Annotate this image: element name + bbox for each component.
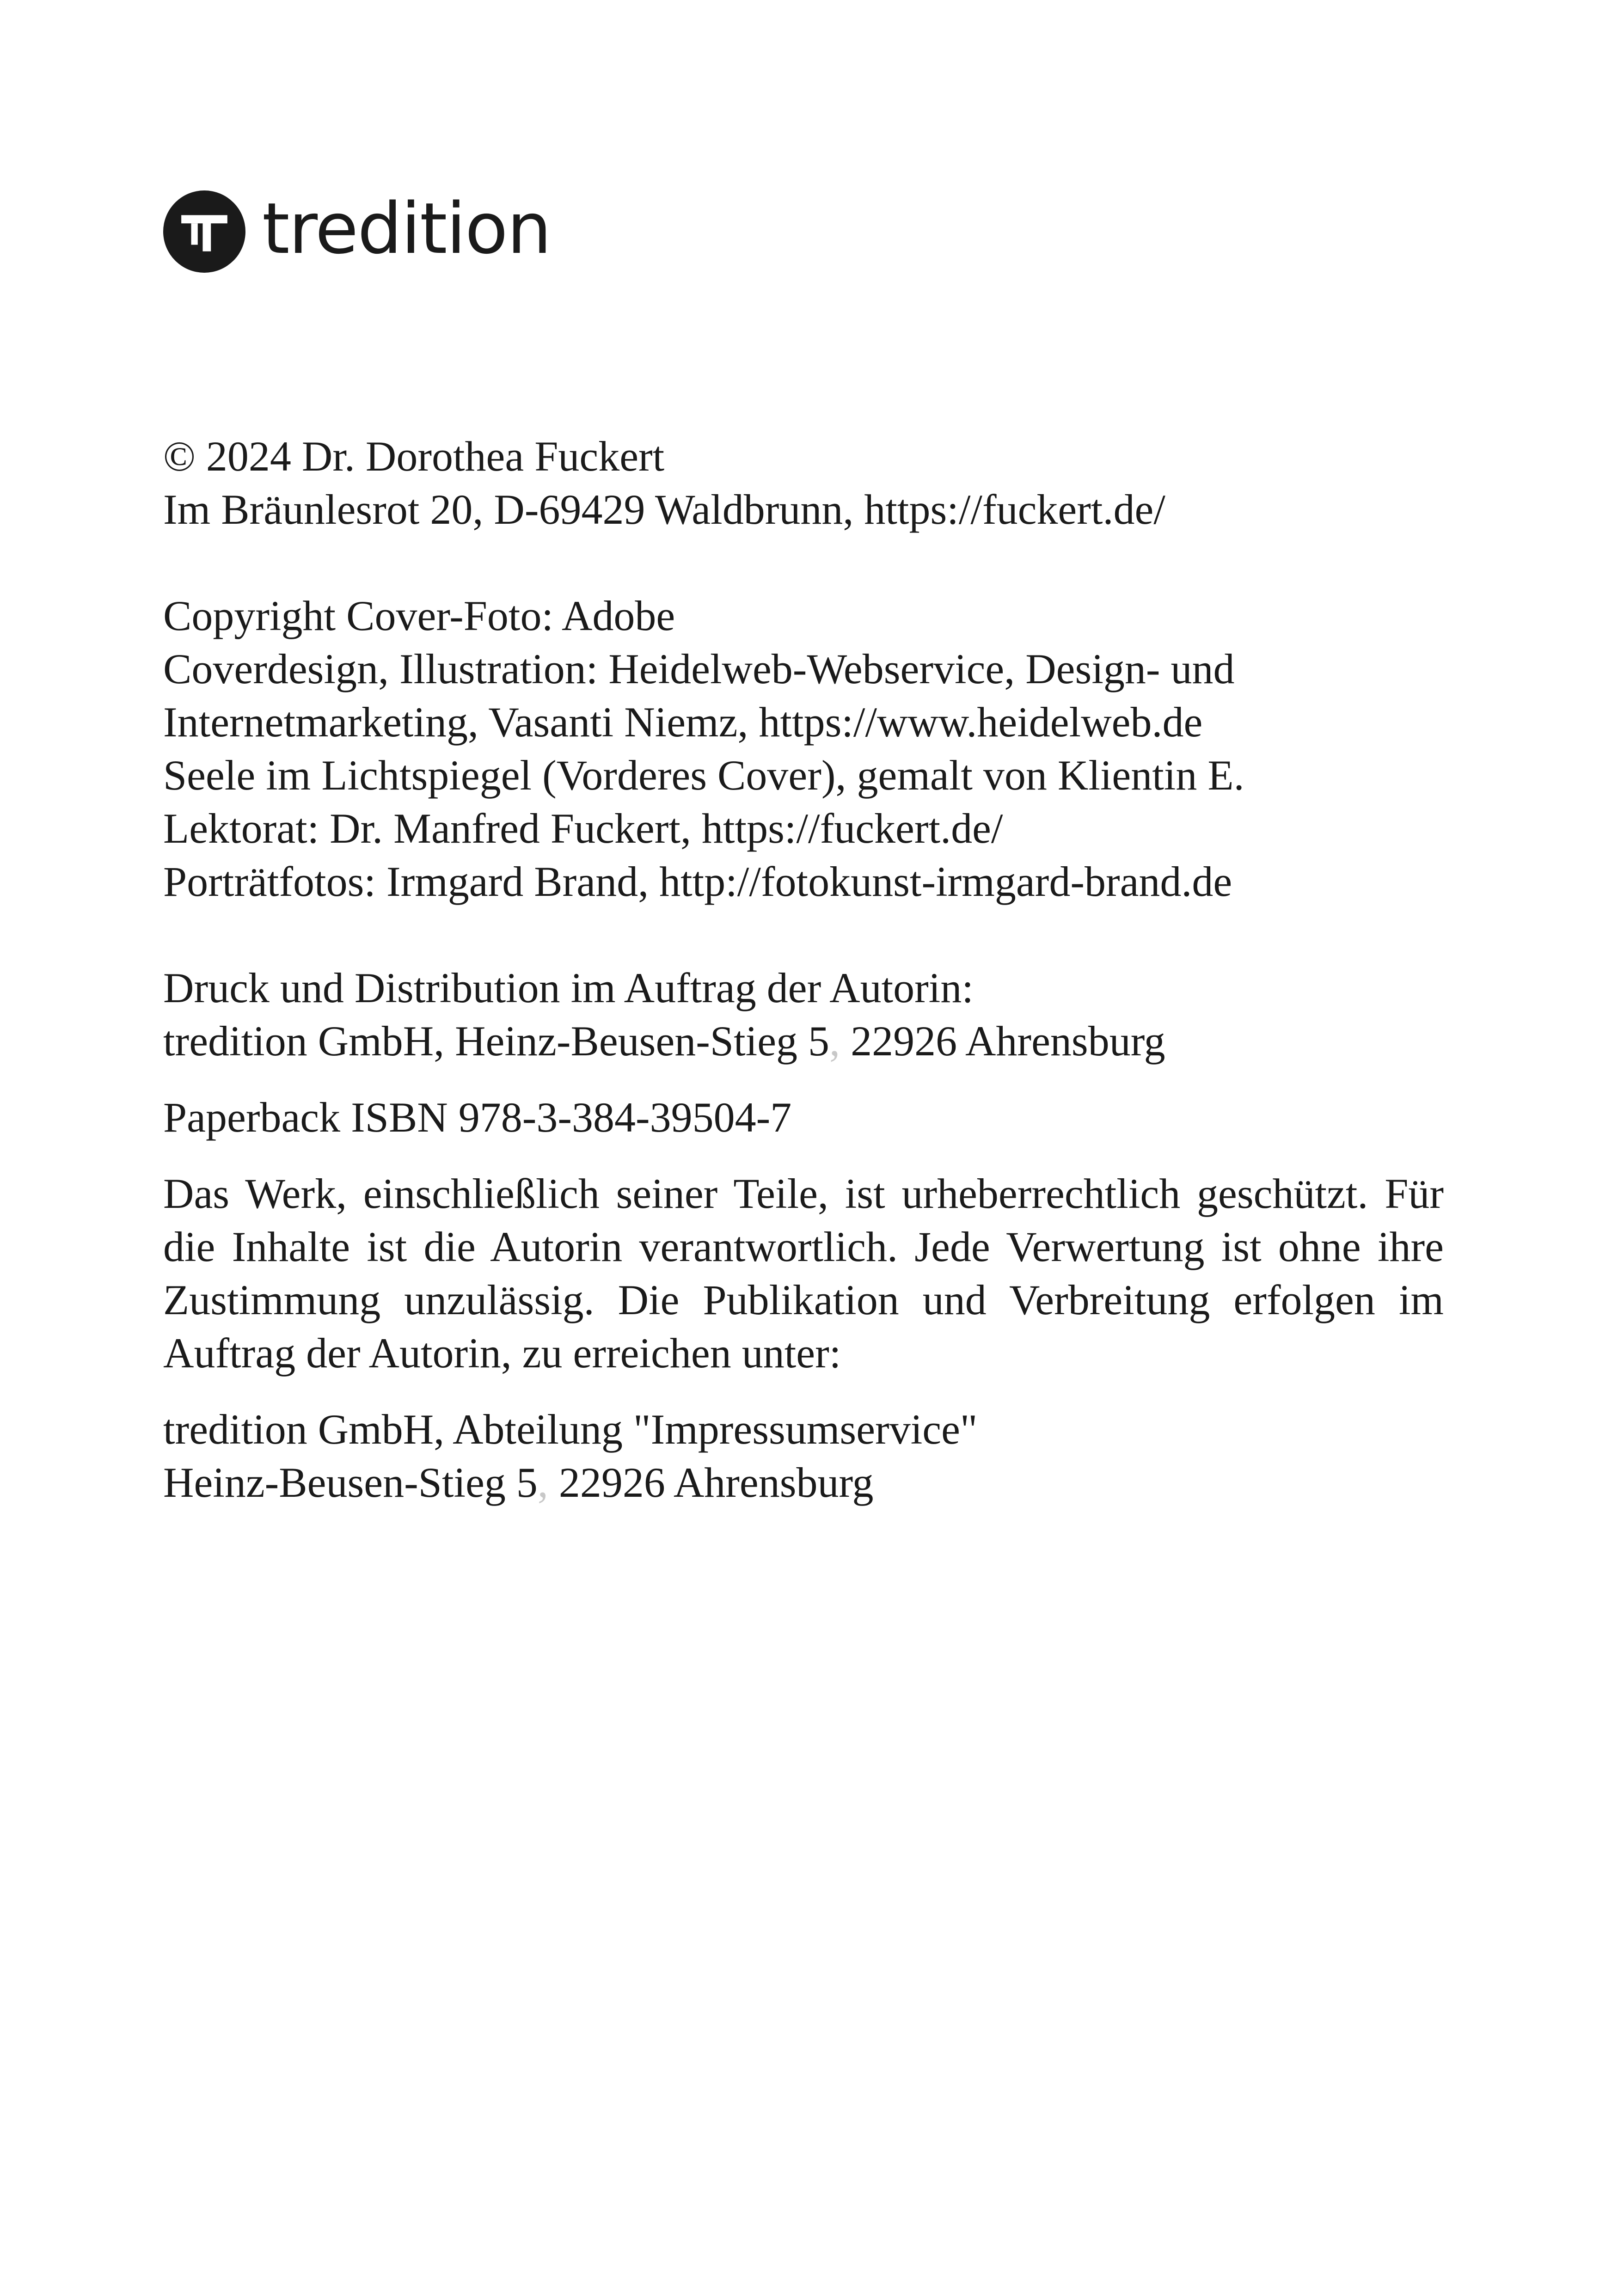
cover-design-credit-cont: Internetmarketing, Vasanti Niemz, https://www.heidelweb.de <box>163 698 1203 746</box>
impressum-service: tredition GmbH, Abteilung "Impressumservice" <box>163 1406 978 1453</box>
distribution-address-comma: , <box>829 1017 840 1065</box>
copyright-line: © 2024 Dr. Dorothea Fuckert <box>163 433 665 480</box>
publisher-logo <box>163 190 551 273</box>
imprint-content <box>163 430 1444 1509</box>
tredition-logo-icon <box>163 190 245 273</box>
front-cover-painting-credit: Seele im Lichtspiegel (Vorderes Cover), gemalt von Klientin E. <box>163 752 1244 799</box>
isbn: Paperback ISBN 978-3-384-39504-7 <box>163 1094 792 1141</box>
impressum-address <box>163 1456 1444 1509</box>
legal-notice: Das Werk, einschließlich seiner Teile, ist urheberrechtlich geschützt. Für die Inhalte ist die Autorin verantwortlich. Jede Verwertung ist ohne ihre Zustimmung unzulässig. Die Publikation und Verbreitung erfolgen im Auftrag der Autorin, zu erreichen unter: <box>163 1170 1444 1377</box>
impressum-address-street: Heinz-Beusen-Stieg 5 <box>163 1459 538 1506</box>
impressum-address-comma: , <box>537 1459 548 1506</box>
distribution-heading: Druck und Distribution im Auftrag der Autorin: <box>163 964 974 1011</box>
editor-credit: Lektorat: Dr. Manfred Fuckert, https://fuckert.de/ <box>163 805 1003 852</box>
portrait-photo-credit: Porträtfotos: Irmgard Brand, http://fotokunst-irmgard-brand.de <box>163 858 1232 905</box>
cover-design-credit: Coverdesign, Illustration: Heidelweb-Webservice, Design- und <box>163 645 1235 692</box>
distribution-address-city: 22926 Ahrensburg <box>840 1017 1165 1065</box>
author-address: Im Bräunlesrot 20, D-69429 Waldbrunn, https://fuckert.de/ <box>163 486 1165 533</box>
impressum-address-city: 22926 Ahrensburg <box>548 1459 874 1506</box>
distribution-address-street: tredition GmbH, Heinz-Beusen-Stieg 5 <box>163 1017 830 1065</box>
logo-wordmark: tredition <box>262 188 551 269</box>
distribution-address <box>163 1015 1444 1068</box>
cover-photo-credit: Copyright Cover-Foto: Adobe <box>163 592 675 639</box>
